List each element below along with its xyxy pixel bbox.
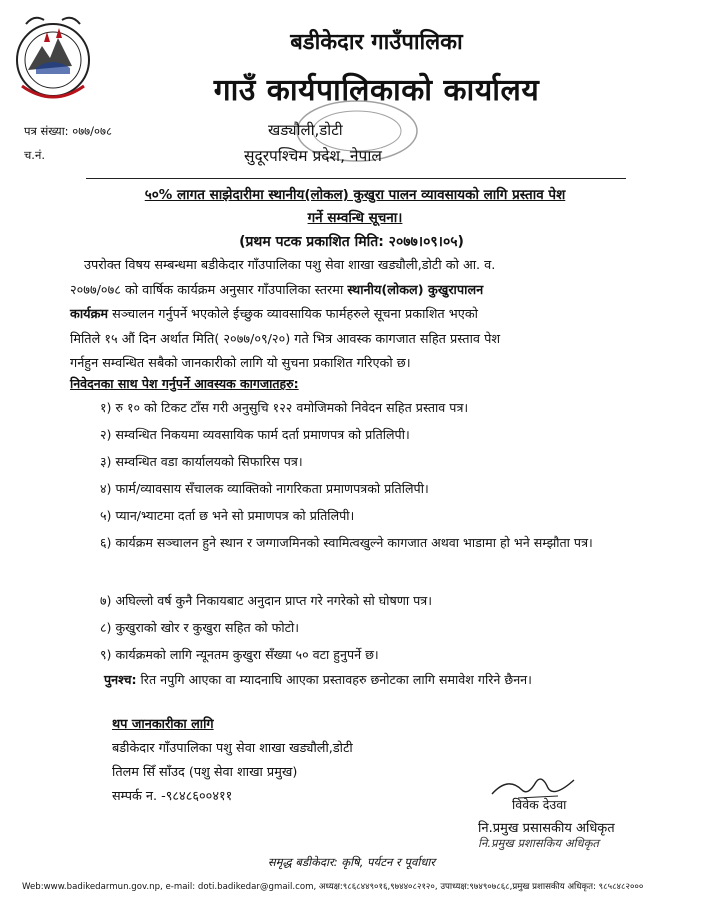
letter-number — [24, 124, 112, 139]
letter-number-value: ०७७/०७८ — [72, 124, 112, 138]
signatory-designation: नि.प्रमुख प्रसासकीय अधिकृत — [478, 821, 615, 836]
subject-line-1: ५०% लागत साझेदारीमा स्थानीय(लोकल) कुखुरा पालन व्यावसायको लागि प्रस्ताव पेश — [144, 187, 566, 203]
postscript-text: रित नपुगि आएका वा म्यादनाघि आएका प्रस्तावहरु छनोटका लागि समावेश गरिने छैनन। — [136, 672, 532, 687]
paragraph-text: २०७७/०७८ को वार्षिक कार्यक्रम अनुसार गाँउपालिका स्तरमा — [70, 282, 348, 298]
postscript-label: पुनश्च: — [104, 672, 137, 687]
contact-office: बडीकेदार गाँउपालिका पशु सेवा शाखा खड्यौली,डोटी — [112, 741, 353, 756]
address-line-1: खड्यौली,डोटी — [268, 121, 343, 139]
reference-number-label: च.नं. — [24, 148, 45, 162]
contact-phone: सम्पर्क न. -९८४८६००४११ — [112, 789, 233, 804]
requirements-list — [100, 394, 660, 668]
list-item: ८) कुखुराको खोर र कुखुरा सहित को फोटो। — [100, 620, 299, 635]
notice-subject — [70, 184, 640, 230]
list-item: ३) सम्वन्धित वडा कार्यालयको सिफारिस पत्र। — [100, 454, 303, 469]
designation-stamp: नि.प्रमुख प्रशासकिय अधिकृत — [478, 836, 599, 850]
list-item: १) रु १० को टिकट टाँस गरी अनुसुचि १२२ वमोजिमको निवेदन सहित प्रस्ताव पत्र। — [100, 400, 469, 415]
header-divider — [86, 178, 626, 179]
requirements-heading: निवेदनका साथ पेश गर्नुपर्ने आवस्यक कागजातहरु: — [70, 376, 299, 391]
program-word-bold: कार्यक्रम — [70, 307, 109, 322]
org-name: बडीकेदार गाउँपालिका — [290, 30, 463, 55]
address-line-2: सुदूरपश्चिम प्रदेश, नेपाल — [244, 147, 382, 165]
office-name: गाउँ कार्यपालिकाको कार्यालय — [213, 73, 540, 108]
paragraph-line: गर्नहुन सम्वन्धित सबैको जानकारीको लागि यो सुचना प्रकाशित गरिएको छ। — [70, 356, 411, 371]
paragraph-text: सञ्चालन गर्नुपर्ने भएकोले ईच्छुक व्यावसायिक फार्महरुले सूचना प्रकाशित भएको — [108, 307, 478, 322]
contact-person: तिलम सिँ साँउद (पशु सेवा शाखा प्रमुख) — [112, 765, 298, 780]
list-item: ९) कार्यक्रमको लागि न्यूनतम कुखुरा सँख्या ५० वटा हुनुपर्ने छ। — [100, 647, 379, 662]
list-item: २) सम्वन्धित निकयमा व्यवसायिक फार्म दर्ता प्रमाणपत्र को प्रतिलिपी। — [100, 427, 410, 442]
more-info-heading: थप जानकारीका लागि — [112, 717, 214, 732]
list-item: ५) प्यान/भ्याटमा दर्ता छ भने सो प्रमाणपत्र को प्रतिलिपी। — [100, 508, 355, 523]
letter-number-label: पत्र संख्या: — [24, 124, 69, 138]
notice-paragraph — [70, 254, 640, 377]
subject-line-2: गर्ने सम्वन्धि सूचना। — [307, 210, 403, 226]
paragraph-line — [70, 279, 640, 304]
paragraph-line: मितिले १५ औं दिन अर्थात मिति( २०७७/०९/२०) गते भित्र आवस्क कागजात सहित प्रस्ताव पेश — [70, 331, 501, 347]
list-item: ७) अघिल्लो वर्ष कुनै निकायबाट अनुदान प्राप्त गरे नगरेको सो घोषणा पत्र। — [100, 593, 432, 608]
signatory-name: विवेक देउवा — [512, 797, 567, 812]
paragraph-line: उपरोक्त विषय सम्बन्धमा बडीकेदार गाँउपालिका पशु सेवा शाखा खड्यौली,डोटी को आ. व. — [84, 258, 496, 273]
paragraph-line — [70, 303, 640, 328]
footer-tagline: समृद्ध बडीकेदार: कृषि, पर्यटन र पूर्वाधार — [267, 855, 436, 869]
published-date: (प्रथम पटक प्रकाशित मिति: २०७७।०९।०५) — [239, 234, 464, 250]
postscript-note — [104, 668, 634, 692]
footer-contact: Web:www.badikedarmun.gov.np, e-mail: doti.badikedar@gmail.com, अध्यक्ष:९८६८४४९०१६,९७४४०८२१२०, उपाध्यक्ष:९७४९०७८६८,प्रमुख प्रशासकीय अधिकृत: ९८५८४८२००० — [22, 882, 644, 892]
list-item: ४) फार्म/व्यावसाय सँचालक व्याक्तिको नागरिकता प्रमाणपत्रको प्रतिलिपी। — [100, 481, 429, 496]
program-name-bold: स्थानीय(लोकल) कुखुरापालन — [347, 282, 484, 298]
list-item: ६) कार्यक्रम सञ्चालन हुने स्थान र जग्गाजमिनको स्वामित्वखुल्ने कागजात अथवा भाडामा हो भने सम्झौता पत्र। — [100, 535, 593, 550]
